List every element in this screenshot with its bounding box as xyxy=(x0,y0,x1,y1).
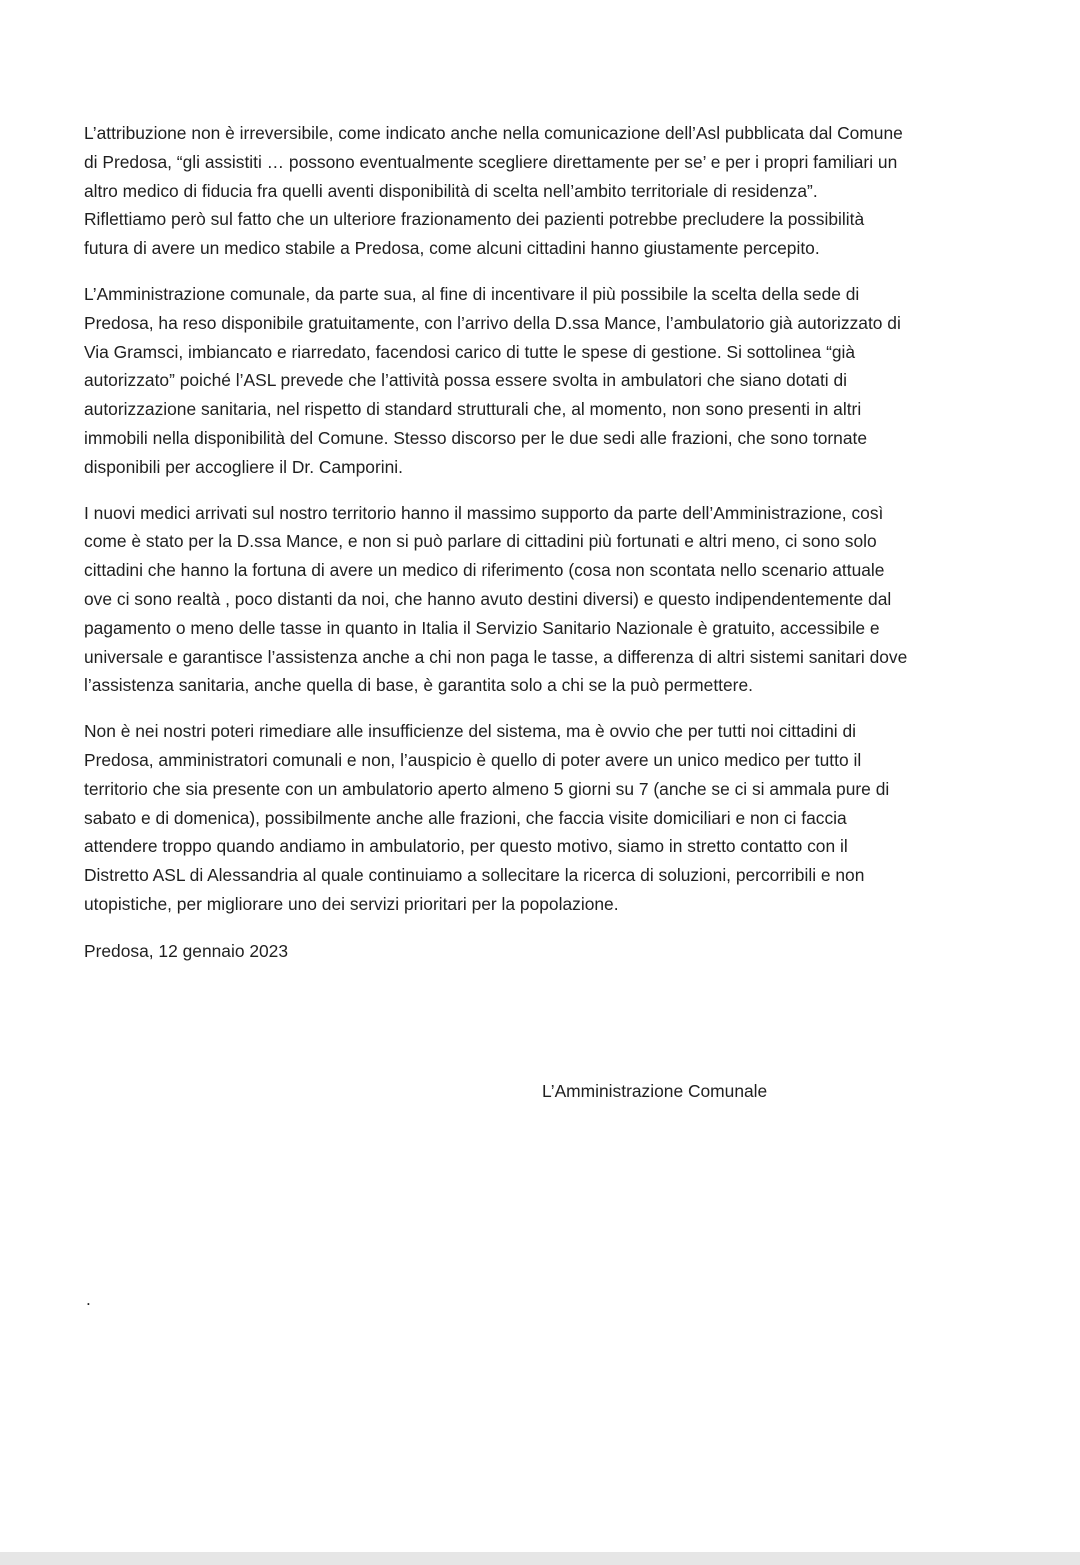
date-line: Predosa, 12 gennaio 2023 xyxy=(84,940,289,961)
text-line: universale e garantisce l’assistenza anche a chi non paga le tasse, a differenza di altri sistemi sanitari dove xyxy=(84,646,908,667)
paragraph-administration xyxy=(84,280,984,482)
text-line: utopistiche, per migliorare uno dei servizi prioritari per la popolazione. xyxy=(84,893,619,914)
text-line: sabato e di domenica), possibilmente anche alle frazioni, che faccia visite domiciliari e non ci faccia xyxy=(84,807,847,828)
text-line: Non è nei nostri poteri rimediare alle insufficienze del sistema, ma è ovvio che per tutti noi cittadini di xyxy=(84,721,857,742)
signature: L’Amministrazione Comunale xyxy=(542,1081,768,1101)
document-body xyxy=(84,119,984,966)
text-line: futura di avere un medico stabile a Predosa, come alcuni cittadini hanno giustamente percepito. xyxy=(84,238,820,259)
paragraph-system xyxy=(84,717,984,919)
text-line: di Predosa, “gli assistiti … possono eventualmente scegliere direttamente per se’ e per i propri familiari un xyxy=(84,151,898,172)
text-line: territorio che sia presente con un ambulatorio aperto almeno 5 giorni su 7 (anche se ci si ammala pure di xyxy=(84,778,890,799)
paragraph-attribution xyxy=(84,119,984,263)
text-line: Riflettiamo però sul fatto che un ulteriore frazionamento dei pazienti potrebbe precludere la possibilità xyxy=(84,209,865,230)
text-line: autorizzazione sanitaria, nel rispetto di standard strutturali che, al momento, non sono presenti in altri xyxy=(84,399,862,420)
paragraph-new-doctors xyxy=(84,499,984,701)
text-line: autorizzato” poiché l’ASL prevede che l’attività possa essere svolta in ambulatori che siano dotati di xyxy=(84,370,848,391)
text-line: L’Amministrazione comunale, da parte sua, al fine di incentivare il più possibile la scelta della sede di xyxy=(84,283,860,304)
text-line: ove ci sono realtà , poco distanti da noi, che hanno avuto destini diversi) e questo indipendentemente dal xyxy=(84,588,892,609)
text-line: Distretto ASL di Alessandria al quale continuiamo a sollecitare la ricerca di soluzioni, percorribili e non xyxy=(84,865,865,886)
text-line: L’attribuzione non è irreversibile, come indicato anche nella comunicazione dell’Asl pubblicata dal Comune xyxy=(84,123,903,143)
text-line: come è stato per la D.ssa Mance, e non si può parlare di cittadini più fortunati e altri meno, ci sono solo xyxy=(84,531,877,552)
text-line: cittadini che hanno la fortuna di avere un medico di riferimento (cosa non scontata nello scenario attuale xyxy=(84,560,885,581)
text-line: altro medico di fiducia fra quelli aventi disponibilità di scelta nell’ambito territoriale di residenza”. xyxy=(84,180,818,201)
text-line: pagamento o meno delle tasse in quanto in Italia il Servizio Sanitario Nazionale è gratuito, accessibile e xyxy=(84,617,880,638)
page-bottom-edge xyxy=(0,1552,1080,1565)
text-line: Predosa, amministratori comunali e non, l’auspicio è quello di poter avere un unico medico per tutto il xyxy=(84,749,862,770)
text-line: immobili nella disponibilità del Comune. Stesso discorso per le due sedi alle frazioni, che sono tornate xyxy=(84,427,868,448)
trailing-mark: . xyxy=(86,1289,91,1309)
text-line: disponibili per accogliere il Dr. Camporini. xyxy=(84,456,403,477)
text-line: Via Gramsci, imbiancato e riarredato, facendosi carico di tutte le spese di gestione. Si sottolinea “già xyxy=(84,341,856,362)
text-line: Predosa, ha reso disponibile gratuitamente, con l’arrivo della D.ssa Mance, l’ambulatorio già autorizzato di xyxy=(84,312,901,333)
text-line: attendere troppo quando andiamo in ambulatorio, per questo motivo, siamo in stretto contatto con il xyxy=(84,836,848,857)
text-line: I nuovi medici arrivati sul nostro territorio hanno il massimo supporto da parte dell’Amministrazione, così xyxy=(84,502,884,523)
text-line: l’assistenza sanitaria, anche quella di base, è garantita solo a chi se la può permettere. xyxy=(84,675,753,696)
